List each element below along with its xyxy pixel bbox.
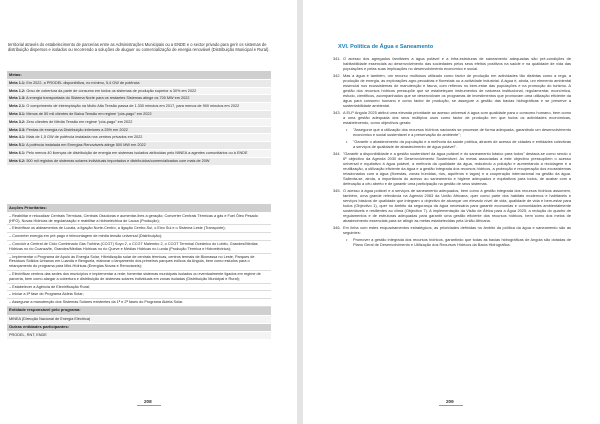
meta-row: Meta 3.3: Perdas de energia na Distribuição inferiores a 25% em 2022: [7, 126, 271, 134]
acao-item: – Concluir a Central de Ciclo Combinado Gás Turbina (CCGT) Soyo 2, o CCGT Malembo 2, o CCGT Terminal Oceânico do Lobito, Grandes/Médias Hídricas no rio Cuanza/te, Grandes/Médias Hídricas no rio Queve e Médias Hídricas no Lunda (Produção Térmica e Hidroeléctrica);: [7, 240, 271, 253]
acao-item: – Reabilitar e relocalizar Centrais Térmicas, Centrais Ossoloras e aumentar-lhes a geração; Converter Centrais Térmicas a gás e Fuel Óleo Pesado (HFO), Novas Hídricas de regularização e reabilitar a hidroeléctrica de Lauca (Produção);: [7, 212, 271, 225]
body-paragraphs: [333, 56, 571, 249]
entidade-value: MINEA (Direcção Nacional de Energia Eléctrica): [7, 315, 271, 323]
paragraph: 344. "Garantir a disponibilidade e a gestão sustentável da água potável e do saneamento básico para todos" destaca-se como sendo o 6º objectivo da Agenda 2030 de Desenvolvimento Sustentável. As metas associadas a este objectivo pressupõem o acesso universal e equitativo à água potável, a melhoria da qualidade da água, reduzindo a poluição e aumentando a reciclagem e a reutilização, a utilização eficiente da água e a gestão integrada dos recursos hídricos, a protecção e recuperação dos ecossistemas relacionados com a água (florestas, zonas húmidas, rios, aquíferos e lagos) e a cooperação internacional na gestão da água. Salienta-se, ainda, a importância do acesso ao saneamento e higiene adequados e equitativos para todos, de acabar com a defecação a céu aberto e de garantir uma participação na gestão de seus sistemas.: [333, 150, 571, 187]
paragraph-number: 346.: [333, 225, 341, 231]
bullet-item: • Promover a gestão integrada dos recursos hídricos, garantindo que todas as bacias hidrográficas de Angola são dotadas de Plano Geral de Desenvolvimento e Utilização dos Recursos Hídricos da Bacia Hidrográfica.: [346, 236, 571, 247]
acoes-header: Acções Prioritárias:: [7, 204, 271, 212]
metas-table: [7, 71, 271, 166]
paragraph: 346. Em linha com estes enquadramentos estratégicos, as prioridades definidas no âmbito da política da água e saneamento são as seguintes:: [333, 225, 571, 236]
paragraph: 342. Mas a água é também, um recurso multiusos utilizado como factor de produção em actividades tão distintas como a rega, a produção de energia, as explorações agro-pecuárias e florestais ou a actividade industrial. A água é, ainda, um elemento ambiental essencial nos ecossistemas de manutenção e fauna, com reflexos no bem-estar das populações e na promoção do turismo. A gestão dos recursos hídricos pressupõe que se estabeleçam instrumentos de natureza institucional, regulamentar, económica, estudo, cientificos, acompanhados que se desenvolvam os programas de investimentos que promovam uma utilização eficiente da água para consumo humano e como factor de produção, se assegure a gestão das bacias hidrográficas e se preserve a sustentabilidade ambiental.: [333, 72, 571, 109]
meta-row: Meta 1.2: Grau de cobertura da parte de consumo em todos os sistemas de produção superior a 30% em 2022: [7, 87, 271, 95]
meta-row: Meta 1.1: Em 2022, a PRODEL disponibiliza, no mínimo, 5,4 GW de potência: [7, 79, 271, 87]
paragraph-number: 345.: [333, 187, 341, 193]
acao-item: – Implementar o Programa de Apoio às Energia Solar, Hibridização solar de centrais térmicas, centros termais de Biomassa no Leste, Parques de Resíduos Sólidos Urbanos em Luanda e Benguela, elaborar o lançamento dos primeiros parques eólicos da Angola, bem como estudos para o relançamento do programa para Mini-Hídricas (Energias Novas e Renováveis);: [7, 253, 271, 270]
acao-item: – Estabelecer a Agência de Electrificação Rural;: [7, 283, 271, 291]
acao-item: – Iniciar a 4ª fase do Programa Aldeia Solar;: [7, 291, 271, 299]
acao-item: – Converter energia em pré-pago e telecontagem de média tensão universal (Distribuição);: [7, 233, 271, 241]
paragraph-number: 344.: [333, 150, 341, 156]
paragraph: 343. A ELP Angola 2025 atribui uma elevada prioridade ao acesso universal à água com qualidade para o consumo humano, bem como a uma gestão adequada dos seus múltiplos usos como factor de produção em que todos os actividades económicas, estabelecendo, como objectivos gerais:: [333, 110, 571, 126]
metas-header: Metas:: [7, 71, 271, 79]
outras-value: PRODEL, RNT, ENDE: [7, 332, 271, 340]
paragraph-number: 343.: [333, 110, 341, 116]
page-number-right: 209: [446, 399, 454, 404]
meta-row: Meta 6.2: 500 mil registos de sistemas solares individuais importados e distribuídos/comercializados com mais de 20W: [7, 157, 271, 165]
acao-item: – Electrificar centros das sedes dos municípios e implementar a rede; fomentar sistemas municipais isolados ou eventualmente ligados em regime de parceria, bem como alargar a cobertura e distribuição de sistemas solares individuais em zonas isoladas (Distribuição Municipal e Rural);: [7, 270, 271, 283]
bullet-icon: •: [346, 138, 348, 144]
paragraph: 345. O acesso à água potável e a serviços de saneamento adequados, bem como à gestão integrada dos recursos hídricos assumem, também, uma grande relevância na Agenda 2063 da União Africana, quer como parte dos habitats modernos e habitáveis e serviços básicos de qualidade que integram o objectivo de alcançar um elevado nível de vida, qualidade de vida e bem-estar para todos (Objectivo 1), quer no âmbito da segurança da água necessária para garantir economias e comunidades ambientalmente sustentáveis e resilientes ao clima (Objectivo 7). A implementação da Visão de África para a Água 2025, a redução do quadro de regulamentos e de estruturas adequadas para garantir uma gestão eficiente dos recursos hídricos, bem como dos meios de abastecimento essenciais para se atingir as metas estabelecidas pela União Africana.: [333, 187, 571, 224]
meta-row: Meta 6.1: Pelo menos 40 licenças de distribuição de energia em sistemas isolados atribuídas pelo MINEA a agentes comunitários ou à ENDE: [7, 149, 271, 157]
meta-row: Meta 1.3: A energia transportada do Sistema Norte para os restantes Sistemas atinge os 700 MW em 2022: [7, 95, 271, 103]
left-page: [0, 0, 297, 424]
page-number-rule: [137, 405, 161, 406]
outras-header: Outras entidades participantes:: [7, 323, 271, 332]
paragraph-number: 342.: [333, 72, 341, 78]
page-number-left: 208: [144, 399, 152, 404]
meta-row: Meta 5.1: A potência instalada em Energias Renováveis atinge 500 MW em 2022: [7, 142, 271, 150]
bullet-icon: •: [346, 127, 348, 132]
intro-text: territorial através do estabelecimento de parcerias entre as Administrações Municipais ou a ENDE e o sector privado para gerir os sistemas de distribuição dispersos e isolados ou recorrendo a soluções de aluguer ou comercialização de energia renovável (Distribuição Municipal e Rural).: [8, 42, 270, 53]
entidade-header: Entidade responsável pelo programa:: [7, 306, 271, 315]
bullet-item: • "Assegurar que a utilização dos recursos hídricos nacionais se processe de forma adequada, garantindo um desenvolvimento económico e social sustentável e a preservação do ambiente";: [346, 127, 571, 138]
acao-item: – Assegurar a manutenção dos Sistemas Solares existentes da 1ª e 2ª fases do Programa Aldeia Solar.: [7, 299, 271, 307]
meta-row: Meta 3.1: Menos de 50 mil clientes de Baixa Tensão em regime "pós-pago" em 2022: [7, 110, 271, 118]
paragraph: 341. O acesso dos agregados familiares a água potável e a infra-estruturas de saneamento adequadas são pré-condições de habitabilidade essenciais ao desenvolvimento das sociedades pelos seus efeitos positivos na saúde e na qualidade de vida das populações e pelas suas implicações no desenvolvimento económico e social.: [333, 56, 571, 72]
section-title: XVI. Política de Água e Saneamento: [338, 44, 434, 50]
right-page: [303, 0, 600, 424]
page-number-rule: [439, 405, 463, 406]
paragraph-number: 341.: [333, 56, 341, 61]
bullet-icon: •: [346, 236, 348, 242]
bullet-item: • "Garantir o abastecimento da população e a melhoria da saúde pública, através de acesso de cidades e entidades colectivas a serviços de qualidade de abastecimento de água potável".: [346, 138, 571, 149]
meta-row: Meta 2.1: O comprimento de interruptação na Muito Alta Tensão passa de 1.330 minutos em 2017, para menos de 900 minutos em 2022: [7, 103, 271, 111]
acao-item: – Electrificar os aldeamentos de Lucala, a ligação Norte-Centro, a ligação Centro-Sul, o Eixo Sul e o Sistema Leste (Transporte);: [7, 225, 271, 233]
meta-row: Meta 3.2: Zero clientes de Média Tensão em regime "pós-pago" em 2022: [7, 118, 271, 126]
acoes-table: [7, 204, 271, 340]
meta-row: Meta 4.1: Mais de 1,5 GW de potência instalada nos centros privados em 2022: [7, 134, 271, 142]
